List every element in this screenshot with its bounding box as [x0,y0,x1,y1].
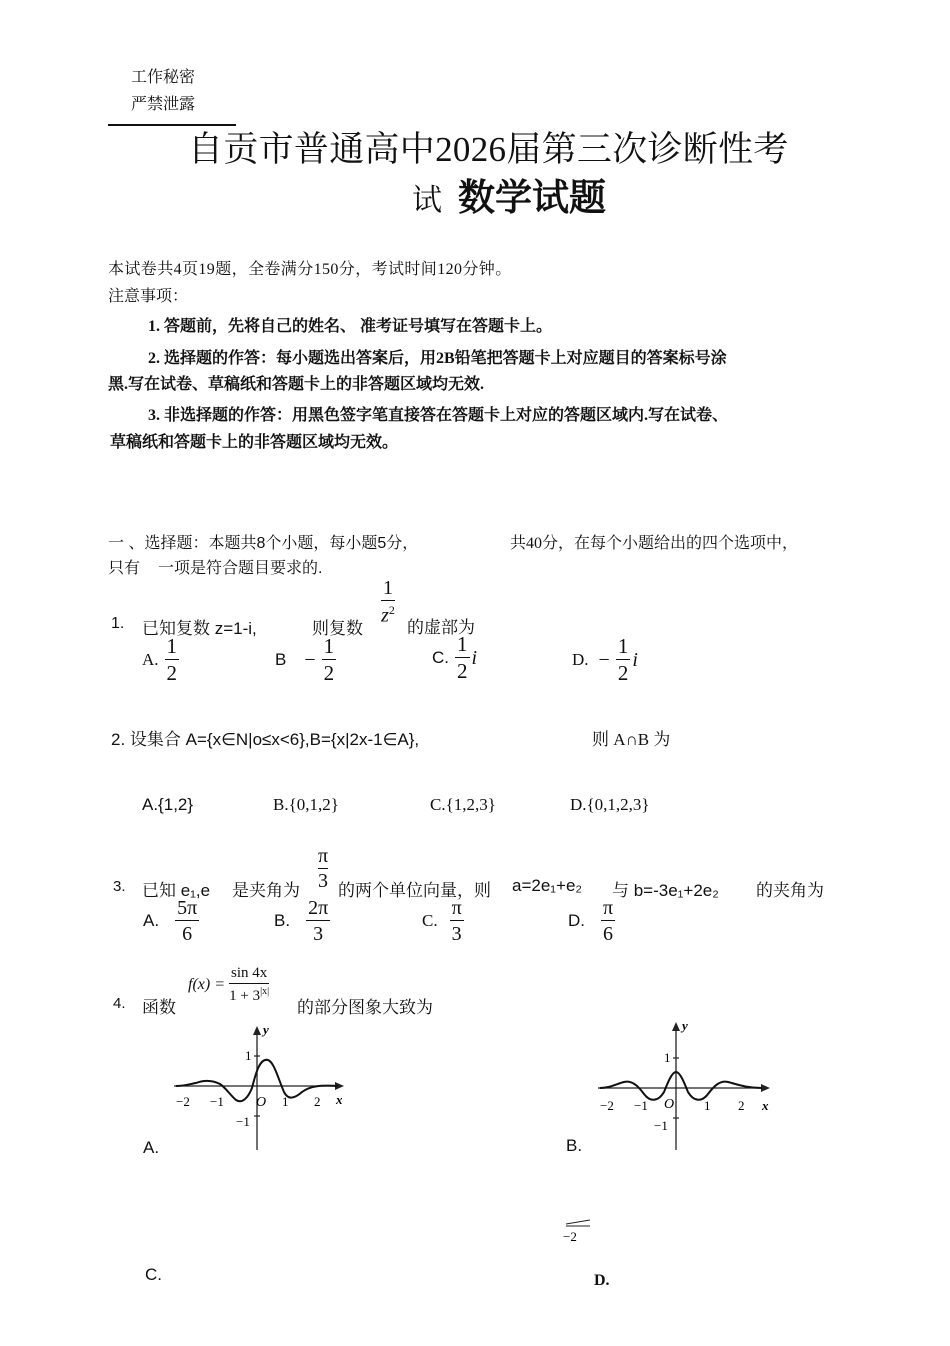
q3-option-b-numerator: 2π [308,897,329,919]
q1-option-b-label: B [275,650,287,669]
graph-x-tick-1: 1 [282,1094,289,1109]
q1-option-d-denominator: 2 [617,661,629,685]
q1-fraction [381,578,395,626]
q1-option-c-label: C. [432,648,449,667]
q4-text-a: 函数 [142,998,176,1017]
q1-option-b-denominator: 2 [323,661,335,685]
q1-option-a-denominator: 2 [166,661,178,685]
q3-option-a-numerator: 5π [177,897,198,919]
q3-text-e: 与 b=-3e₁+2e₂ [612,881,719,900]
y-axis-arrow-icon [672,1022,680,1031]
q1-option-c[interactable] [432,634,477,682]
graph-x-tick-neg2: −2 [176,1094,190,1109]
q3-option-a-denominator: 6 [182,923,193,945]
q1-fraction-exponent: 2 [388,603,395,617]
title-line1: 自贡市普通高中2026届第三次诊断性考 [188,130,789,169]
q3-option-d-label: D. [568,911,585,930]
q3-option-c-denominator: 3 [451,923,462,945]
q1-option-c-imag-unit: i [471,646,478,669]
confidential-line1: 工作秘密 [131,69,196,86]
q1-text-b: 则复数 [312,619,363,638]
notice-item3-line1: 3. 非选择题的作答：用黑色签字笔直接答在答题卡上对应的答题区域内.写在试卷、 [148,407,729,424]
fragment-tick-label: −2 [563,1229,577,1244]
q3-text-a: 已知 e₁,e [142,881,211,900]
q1-text-a: 已知复数 z=1-i, [142,619,257,638]
confidential-line2: 严禁泄露 [131,96,196,113]
q4-graph-b-curve [600,1072,762,1100]
graph-y-label: y [263,1022,269,1037]
title-main: 数学试题 [458,177,606,218]
q4-graph-b [594,1018,779,1154]
graph-origin-label: O [256,1095,267,1110]
q1-option-b-numerator: 1 [323,634,335,658]
title-line2 [412,167,606,221]
q4-graph-a [170,1022,350,1154]
graph-y-tick-1: 1 [245,1048,252,1063]
graph-x-tick-neg2: −2 [600,1098,614,1113]
q4-option-d[interactable]: D. [594,1272,610,1289]
q4-function-denominator: 1 + 3 [229,988,261,1004]
notice-item3-line2: 草稿纸和答题卡上的非答题区域均无效。 [110,434,399,451]
graph-y-label: y [682,1018,688,1033]
q3-option-c[interactable] [422,898,464,944]
q1-option-d-label: D. [572,650,589,669]
graph-x-tick-2: 2 [738,1098,745,1113]
graph-y-tick-1: 1 [664,1050,671,1065]
title-line2-prefix: 试 [412,184,442,217]
notice-item2-line2: 黑.写在试卷、草稿纸和答题卡上的非答题区域均无效. [108,376,485,393]
q3-text-c: 的两个单位向量，则 [338,881,491,900]
q3-number: 3. [113,878,126,895]
q3-option-b-label: B. [274,911,291,930]
q1-option-d-sign: − [598,648,610,671]
q3-text-d: a=2e₁+e₂ [512,876,583,895]
q3-angle-denominator: 3 [318,870,329,892]
q1-option-c-denominator: 2 [457,659,468,683]
q4-text-b: 的部分图象大致为 [297,998,433,1017]
q1-option-a-label: A. [142,650,159,669]
graph-y-tick-neg1: −1 [236,1114,250,1129]
x-axis-arrow-icon [761,1084,770,1092]
y-axis-arrow-icon [253,1026,261,1035]
q1-text-c: 的虚部为 [407,618,475,637]
q1-option-d-imag-unit: i [632,648,638,671]
q3-angle-fraction [316,846,330,891]
q1-fraction-denominator: z [381,604,389,627]
q4-function-formula [188,966,269,1004]
q4-option-c[interactable]: C. [145,1265,162,1284]
graph-x-tick-2: 2 [314,1094,321,1109]
q2-option-a[interactable]: A.{1,2} [142,795,194,814]
q3-text-f: 的夹角为 [756,881,824,900]
q3-text-b: 是夹角为 [232,881,300,900]
q3-option-a-label: A. [143,911,160,930]
graph-x-tick-neg1: −1 [634,1098,648,1113]
graph-origin-label: O [664,1097,675,1112]
q4-function-numerator: sin 4x [229,966,269,984]
notice-item1: 1. 答题前，先将自己的姓名、 准考证号填写在答题卡上。 [148,318,553,335]
q1-option-a-numerator: 1 [166,634,178,658]
graph-y-tick-neg1: −1 [654,1118,668,1133]
q3-option-d-numerator: π [603,897,614,919]
q4-function-lhs: f(x) = [188,976,225,993]
q2-option-c[interactable]: C.{1,2,3} [430,795,496,814]
q3-option-b-denominator: 3 [313,923,324,945]
q4-function-exponent: |x| [260,986,270,997]
q1-fraction-numerator: 1 [383,577,393,599]
intro-text: 本试卷共4页19题，全卷满分150分，考试时间120分钟。 [108,261,512,278]
graph-x-tick-neg1: −1 [210,1094,224,1109]
graph-x-tick-1: 1 [704,1098,711,1113]
q3-option-d-denominator: 6 [603,923,614,945]
graph-x-label: x [336,1092,343,1107]
q3-option-d[interactable] [568,898,615,944]
section1-line1-b: 共40分，在每个小题给出的四个选项中， [510,535,799,552]
section1-line1-a: 一 、选择题：本题共8个小题，每小题5分， [108,535,419,552]
q1-option-b[interactable] [275,636,336,684]
q4-number: 4. [113,995,126,1012]
q3-angle-numerator: π [318,845,329,867]
q2-option-b[interactable]: B.{0,1,2} [273,795,339,814]
q1-option-d[interactable] [572,636,638,684]
q3-option-b[interactable] [274,898,330,944]
q4-option-b[interactable]: B. [566,1136,583,1155]
graph-x-label: x [762,1098,769,1113]
fragment-line-icon [566,1220,590,1224]
section1-line2-a: 只有 [108,560,141,577]
q4-option-a[interactable]: A. [143,1138,160,1157]
q1-option-d-numerator: 1 [617,634,629,658]
q4-graph-d-fragment [562,1218,596,1249]
q3-option-c-numerator: π [451,897,462,919]
q3-option-c-label: C. [422,911,438,930]
q3-option-a[interactable] [143,898,199,944]
q1-option-a[interactable] [142,636,179,684]
q1-number: 1. [111,615,125,632]
q2-text-b: 则 A∩B 为 [592,730,671,749]
q2-text: 2. 设集合 A={x∈N|o≤x<6},B={x|2x-1∈A}, [111,730,420,749]
section1-line2-b: 一项是符合题目要求的. [158,560,323,577]
q2-option-d[interactable]: D.{0,1,2,3} [570,795,650,814]
q1-option-c-numerator: 1 [457,632,468,656]
notice-heading: 注意事项： [108,288,189,305]
q1-option-b-sign: − [304,648,316,671]
notice-item2-line1: 2. 选择题的作答：每小题选出答案后，用2B铅笔把答题卡上对应题目的答案标号涂 [148,350,727,367]
